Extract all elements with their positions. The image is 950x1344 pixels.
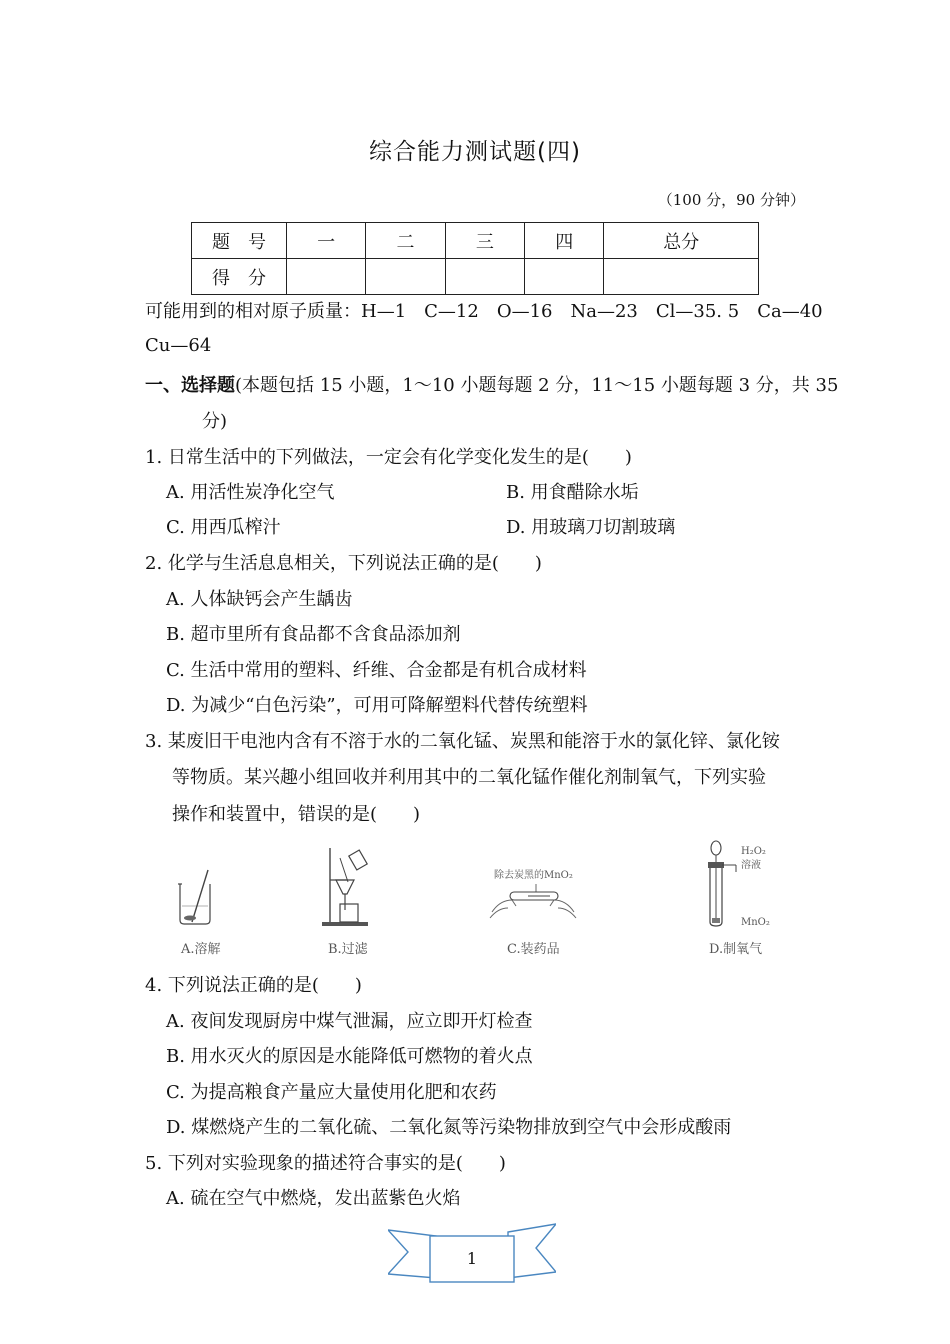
score-table: [191, 222, 759, 295]
score-table-header-cell: 三: [445, 223, 524, 259]
score-cell-blank: [525, 259, 604, 295]
score-cell-blank: [287, 259, 366, 295]
question-1-option-d: D. 用玻璃刀切割玻璃: [506, 517, 676, 538]
page-title: 综合能力测试题(四): [369, 139, 581, 165]
atomic-masses-cont: Cu—64: [145, 335, 212, 356]
score-table-header-row: [192, 223, 759, 259]
score-table-header-label: 题 号: [192, 223, 287, 259]
question-2-stem: 2. 化学与生活息息相关，下列说法正确的是( ): [145, 553, 542, 574]
filtration-apparatus-icon: [318, 838, 378, 930]
section-desc-cont: 分): [202, 411, 228, 432]
question-4-option-c: C. 为提高粮食产量应大量使用化肥和农药: [166, 1082, 497, 1103]
score-table-header-cell: 一: [287, 223, 366, 259]
atomic-masses: 可能用到的相对原子质量：H—1 C—12 O—16 Na—23 Cl—35. 5 Ca—40: [145, 301, 823, 322]
dissolving-beaker-icon: [170, 838, 220, 930]
score-cell-blank: [445, 259, 524, 295]
figure-d-label-mno2: MnO₂: [741, 917, 770, 928]
score-table-header-cell: 二: [366, 223, 445, 259]
question-2-option-a: A. 人体缺钙会产生龋齿: [166, 589, 353, 610]
question-4-option-b: B. 用水灭火的原因是水能降低可燃物的着火点: [166, 1046, 533, 1067]
question-2-option-c: C. 生活中常用的塑料、纤维、合金都是有机合成材料: [166, 660, 587, 681]
question-5-stem: 5. 下列对实验现象的描述符合事实的是( ): [145, 1153, 506, 1174]
figure-d-caption: D.制氧气: [709, 942, 763, 957]
figure-b-caption: B.过滤: [328, 942, 368, 957]
question-1-stem: 1. 日常生活中的下列做法，一定会有化学变化发生的是( ): [145, 447, 632, 468]
page-number: 1: [466, 1249, 478, 1268]
section-heading-line: [145, 371, 838, 397]
score-cell-blank: [604, 259, 759, 295]
question-5-option-a: A. 硫在空气中燃烧，发出蓝紫色火焰: [166, 1188, 461, 1209]
score-table-score-row: [192, 259, 759, 295]
score-table-header-cell: 四: [525, 223, 604, 259]
question-3-stem-cont: 等物质。某兴趣小组回收并利用其中的二氧化锰作催化剂制氧气，下列实验: [172, 767, 766, 788]
test-tube-loading-icon: [488, 878, 578, 924]
score-note: （100 分，90 分钟）: [657, 191, 805, 209]
score-table-header-cell: 总分: [604, 223, 759, 259]
question-2-option-d: D. 为减少“白色污染”，可用可降解塑料代替传统塑料: [166, 695, 588, 716]
question-4-option-d: D. 煤燃烧产生的二氧化硫、二氧化氮等污染物排放到空气中会形成酸雨: [166, 1117, 732, 1138]
question-4-option-a: A. 夜间发现厨房中煤气泄漏，应立即开灯检查: [166, 1011, 533, 1032]
question-1-option-a: A. 用活性炭净化空气: [166, 482, 335, 503]
question-1-option-c: C. 用西瓜榨汁: [166, 517, 281, 538]
question-3-stem-cont2: 操作和装置中，错误的是( ): [172, 804, 421, 825]
section-desc: (本题包括 15 小题，1～10 小题每题 2 分，11～15 小题每题 3 分，共 35: [235, 375, 839, 396]
figure-d-label-solution: 溶液: [741, 860, 761, 871]
oxygen-generator-icon: [700, 838, 740, 930]
question-4-stem: 4. 下列说法正确的是( ): [145, 975, 362, 996]
score-cell-blank: [366, 259, 445, 295]
figure-c-note: 除去炭黑的MnO₂: [494, 870, 573, 881]
question-1-option-b: B. 用食醋除水垢: [506, 482, 639, 503]
question-2-option-b: B. 超市里所有食品都不含食品添加剂: [166, 624, 461, 645]
score-table-row-label: 得 分: [192, 259, 287, 295]
figure-d-label-h2o2: H₂O₂: [741, 846, 766, 857]
question-3-stem: 3. 某废旧干电池内含有不溶于水的二氧化锰、炭黑和能溶于水的氯化锌、氯化铵: [145, 731, 780, 752]
figure-c-caption: C.装药品: [507, 942, 560, 957]
section-heading: 一、选择题: [145, 375, 235, 396]
figure-a-caption: A.溶解: [181, 942, 221, 957]
